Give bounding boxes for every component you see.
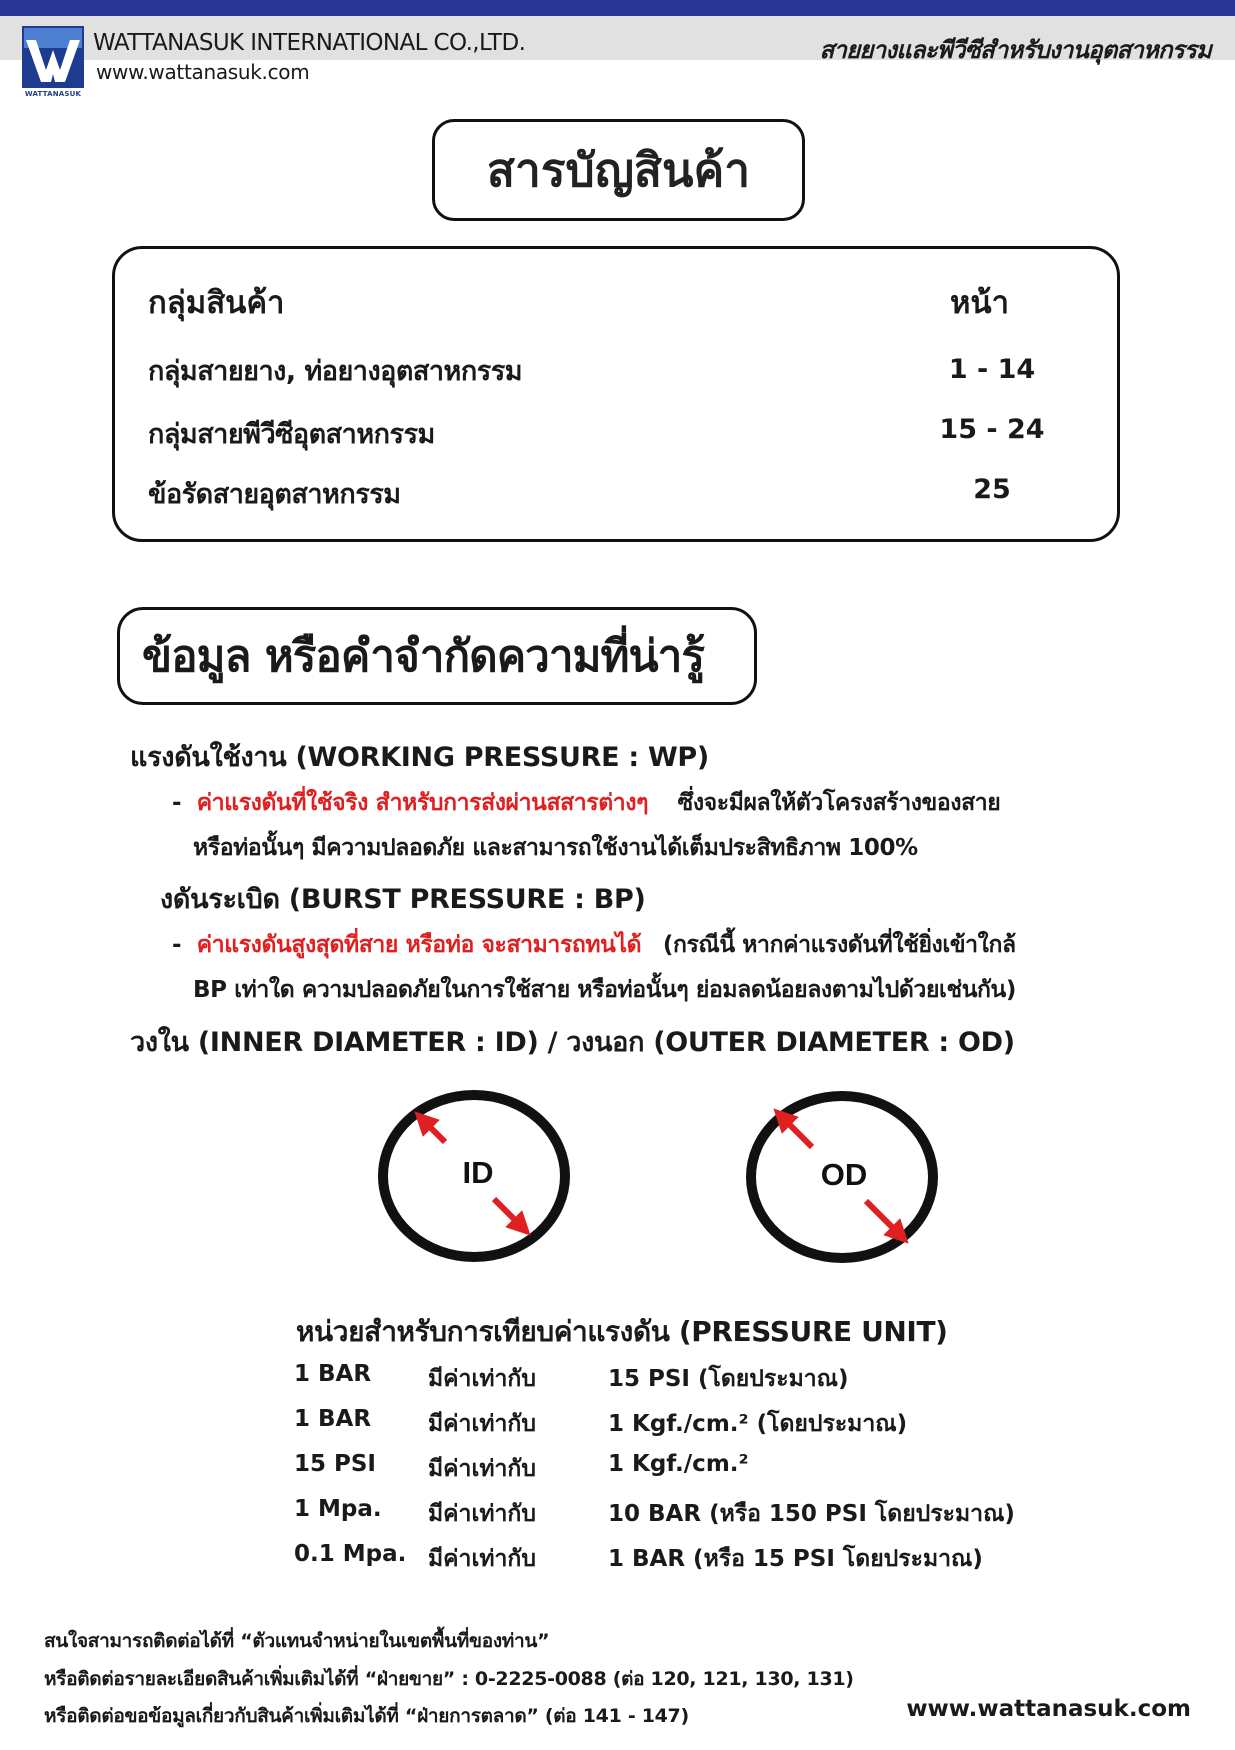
outer-diameter-arrow-top [781,1116,812,1147]
diameter-heading: วงใน (INNER DIAMETER : ID) / วงนอก (OUTER DIAMETER : OD) [130,1027,1015,1058]
company-name: WATTANASUK INTERNATIONAL CO.,LTD. [93,30,526,56]
unit-equals: มีค่าเท่ากับ [428,1501,536,1527]
toc-title-box [432,119,805,221]
toc-title: สารบัญสินค้า [486,142,751,197]
unit-right: 1 Kgf./cm.² (โดยประมาณ) [608,1411,908,1437]
unit-left: 15 PSI [294,1451,376,1477]
outer-diameter-arrow-bottom [866,1201,901,1236]
toc-item-pages: 1 - 14 [948,354,1036,385]
top-color-bar [0,0,1235,16]
toc-column-group: กลุ่มสินค้า [148,285,285,321]
toc-item-pages: 25 [973,474,1011,505]
company-logo[interactable] [22,26,84,98]
unit-right: 15 PSI (โดยประมาณ) [608,1366,849,1392]
wp-text-1: ซึ่งจะมีผลให้ตัวโครงสร้างของสาย [677,790,1001,816]
wp-description-line-1 [172,785,1000,821]
toc-item-label[interactable]: กลุ่มสายยาง, ท่อยางอุตสาหกรรม [148,356,522,387]
info-title: ข้อมูล หรือคำจำกัดความที่น่ารู้ [142,631,704,682]
toc-table [112,246,1120,542]
unit-left: 1 Mpa. [294,1496,382,1522]
wp-description-line-2: หรือท่อนั้นๆ มีความปลอดภัย และสามารถใช้งานได้เต็มประสิทธิภาพ 100% [193,835,918,861]
unit-equals: มีค่าเท่ากับ [428,1366,536,1392]
info-title-box [117,607,757,705]
unit-left: 0.1 Mpa. [294,1541,407,1567]
wp-heading: แรงดันใช้งาน (WORKING PRESSURE : WP) [130,742,709,773]
company-website-link[interactable]: www.wattanasuk.com [96,60,310,84]
toc-item-label[interactable]: กลุ่มสายพีวีซีอุตสาหกรรม [148,419,435,450]
unit-left: 1 BAR [294,1406,372,1432]
inner-diameter-arrow-bottom [494,1199,523,1228]
bp-heading: งดันระเบิด (BURST PRESSURE : BP) [160,884,646,915]
unit-equals: มีค่าเท่ากับ [428,1411,536,1437]
toc-item-pages: 15 - 24 [939,414,1045,445]
footer-contact-dealer: สนใจสามารถติดต่อได้ที่ “ตัวแทนจำหน่ายในเขตพื้นที่ของท่าน” [44,1630,550,1652]
unit-equals: มีค่าเท่ากับ [428,1546,536,1572]
pressure-unit-title: หน่วยสำหรับการเทียบค่าแรงดัน (PRESSURE UNIT) [296,1315,948,1348]
wattanasuk-logo-icon [22,26,84,88]
bp-description-line-1 [172,927,1016,963]
toc-column-page: หน้า [950,285,1010,321]
unit-left: 1 BAR [294,1361,372,1387]
od-label: OD [820,1157,868,1192]
bp-dash: - [172,932,182,958]
outer-diameter-figure [751,1096,933,1258]
logo-caption: WATTANASUK [24,90,82,98]
id-label: ID [462,1155,494,1190]
unit-right: 1 Kgf./cm.² [608,1451,749,1477]
unit-right: 1 BAR (หรือ 15 PSI โดยประมาณ) [608,1546,983,1572]
wp-red-definition: ค่าแรงดันที่ใช้จริง สำหรับการส่งผ่านสสารต่างๆ [196,790,649,816]
wp-dash: - [172,790,182,816]
footer-contact-marketing: หรือติดต่อขอข้อมูลเกี่ยวกับสินค้าเพิ่มเติมได้ที่ “ฝ่ายการตลาด” (ต่อ 141 - 147) [44,1705,689,1727]
footer-website-link[interactable]: www.wattanasuk.com [906,1696,1191,1722]
bp-description-line-2: BP เท่าใด ความปลอดภัยในการใช้สาย หรือท่อนั้นๆ ย่อมลดน้อยลงตามไปด้วยเช่นกัน) [193,977,1016,1003]
inner-diameter-figure [383,1095,565,1257]
toc-item-label[interactable]: ข้อรัดสายอุตสาหกรรม [148,479,401,510]
diameter-diagram [370,1085,950,1275]
bp-text-1: (กรณีนี้ หากค่าแรงดันที่ใช้ยิ่งเข้าใกล้ [662,932,1016,958]
bp-red-definition: ค่าแรงดันสูงสุดที่สาย หรือท่อ จะสามารถทนได้ [196,932,642,958]
unit-right: 10 BAR (หรือ 150 PSI โดยประมาณ) [608,1501,1015,1527]
footer-contact-sales: หรือติดต่อรายละเอียดสินค้าเพิ่มเติมได้ที่ “ฝ่ายขาย” : 0-2225-0088 (ต่อ 120, 121, 130, 131) [44,1668,854,1690]
inner-diameter-arrow-top [422,1119,445,1142]
header-tagline: สายยางและพีวีซีสำหรับงานอุตสาหกรรม [819,36,1211,64]
unit-equals: มีค่าเท่ากับ [428,1456,536,1482]
